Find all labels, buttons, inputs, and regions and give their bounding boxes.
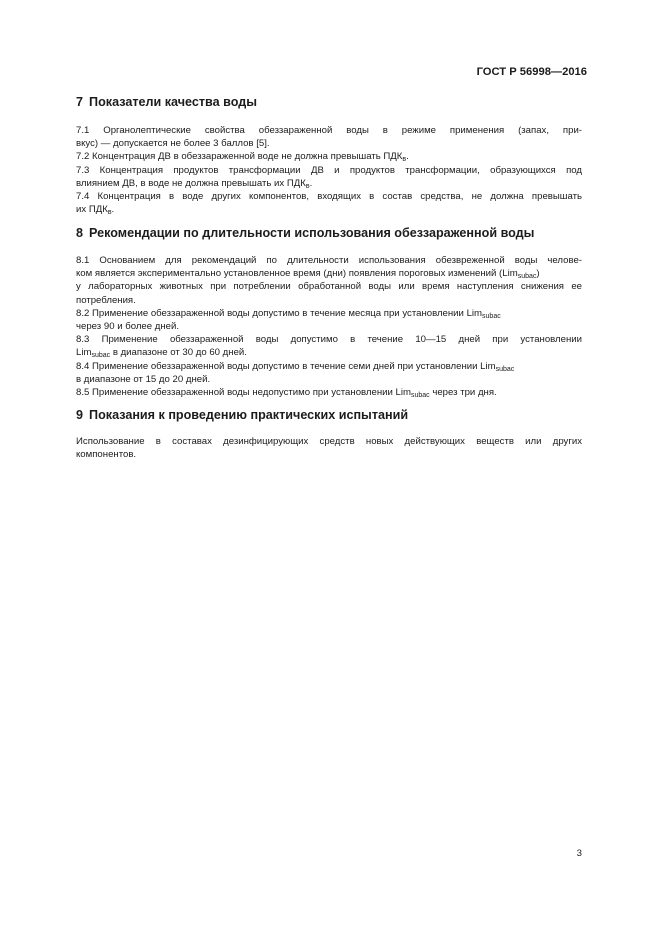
section-number: 8 (76, 226, 84, 240)
para-7-2: 7.2 Концентрация ДВ в обеззараженной воде не должна превышать $ПДК_в$. (76, 151, 409, 164)
para-8-2-line1: 8.2 Применение обеззараженной воды допустимо в течение месяца при установлении Lim$_{subac}$ (76, 307, 501, 320)
section-7-heading (76, 95, 257, 109)
section-title: Показания к проведению практических испытаний (89, 408, 409, 422)
section-9-body (76, 435, 582, 461)
section-7-body (76, 124, 582, 216)
section-9-heading (76, 408, 408, 422)
para-7-3-line2: влиянием ДВ, в воде не должна превышать их $ПДК_в$. (76, 177, 313, 190)
para-7-1-line1: 7.1 Органолептические свойства обеззараженной воды в режиме применения (запах, при- (76, 125, 582, 136)
section-number: 9 (76, 408, 84, 422)
section-number: 7 (76, 95, 84, 109)
para-8-1-line2: ком является экспериментально установленное время (дни) появления пороговых изменений (Lim$_{subac}$) (76, 268, 540, 281)
section-8-body (76, 254, 582, 399)
section-title: Рекомендации по длительности использования обеззараженной воды (89, 226, 535, 240)
para-8-1-line3: у лабораторных животных при потреблении обработанной воды или время наступления снижения ее (76, 281, 582, 293)
para-7-4-line1: 7.4 Концентрация в воде других компонентов, входящих в состав средства, не должна превышать (76, 191, 582, 203)
para-8-4-line2: в диапазоне от 15 до 20 дней. (76, 373, 211, 385)
para-8-4-line1: 8.4 Применение обеззараженной воды допустимо в течение семи дней при установлении Lim$_{subac}$ (76, 360, 515, 373)
section-title: Показатели качества воды (89, 95, 257, 109)
para-8-3-line2: Lim$_{subac}$ в диапазоне от 30 до 60 дней. (76, 347, 247, 360)
para-7-1-line2: вкус) — допускается не более 3 баллов [5]. (76, 138, 270, 150)
para-8-3-line1: 8.3 Применение обеззараженной воды допустимо в течение 10—15 дней при установлении (76, 334, 582, 346)
para-8-1-line1: 8.1 Основанием для рекомендаций по длительности использования обезвреженной воды челове- (76, 255, 582, 266)
para-9-line2: компонентов. (76, 449, 137, 461)
para-7-4-line2: их $ПДК_в$. (76, 204, 115, 217)
para-8-5: 8.5 Применение обеззараженной воды недопустимо при установлении Lim$_{subac}$ через три дня. (76, 387, 497, 400)
para-7-3-line1: 7.3 Концентрация продуктов трансформации ДВ и продуктов трансформации, образующихся под (76, 164, 582, 176)
para-9-line1: Использование в составах дезинфицирующих средств новых действующих веществ или других (76, 436, 582, 447)
section-8-heading (76, 226, 534, 240)
document-header: ГОСТ Р 56998—2016 (476, 66, 587, 78)
page-number: 3 (576, 848, 582, 859)
para-8-1-line4: потребления. (76, 294, 136, 306)
para-8-2-line2: через 90 и более дней. (76, 321, 180, 333)
